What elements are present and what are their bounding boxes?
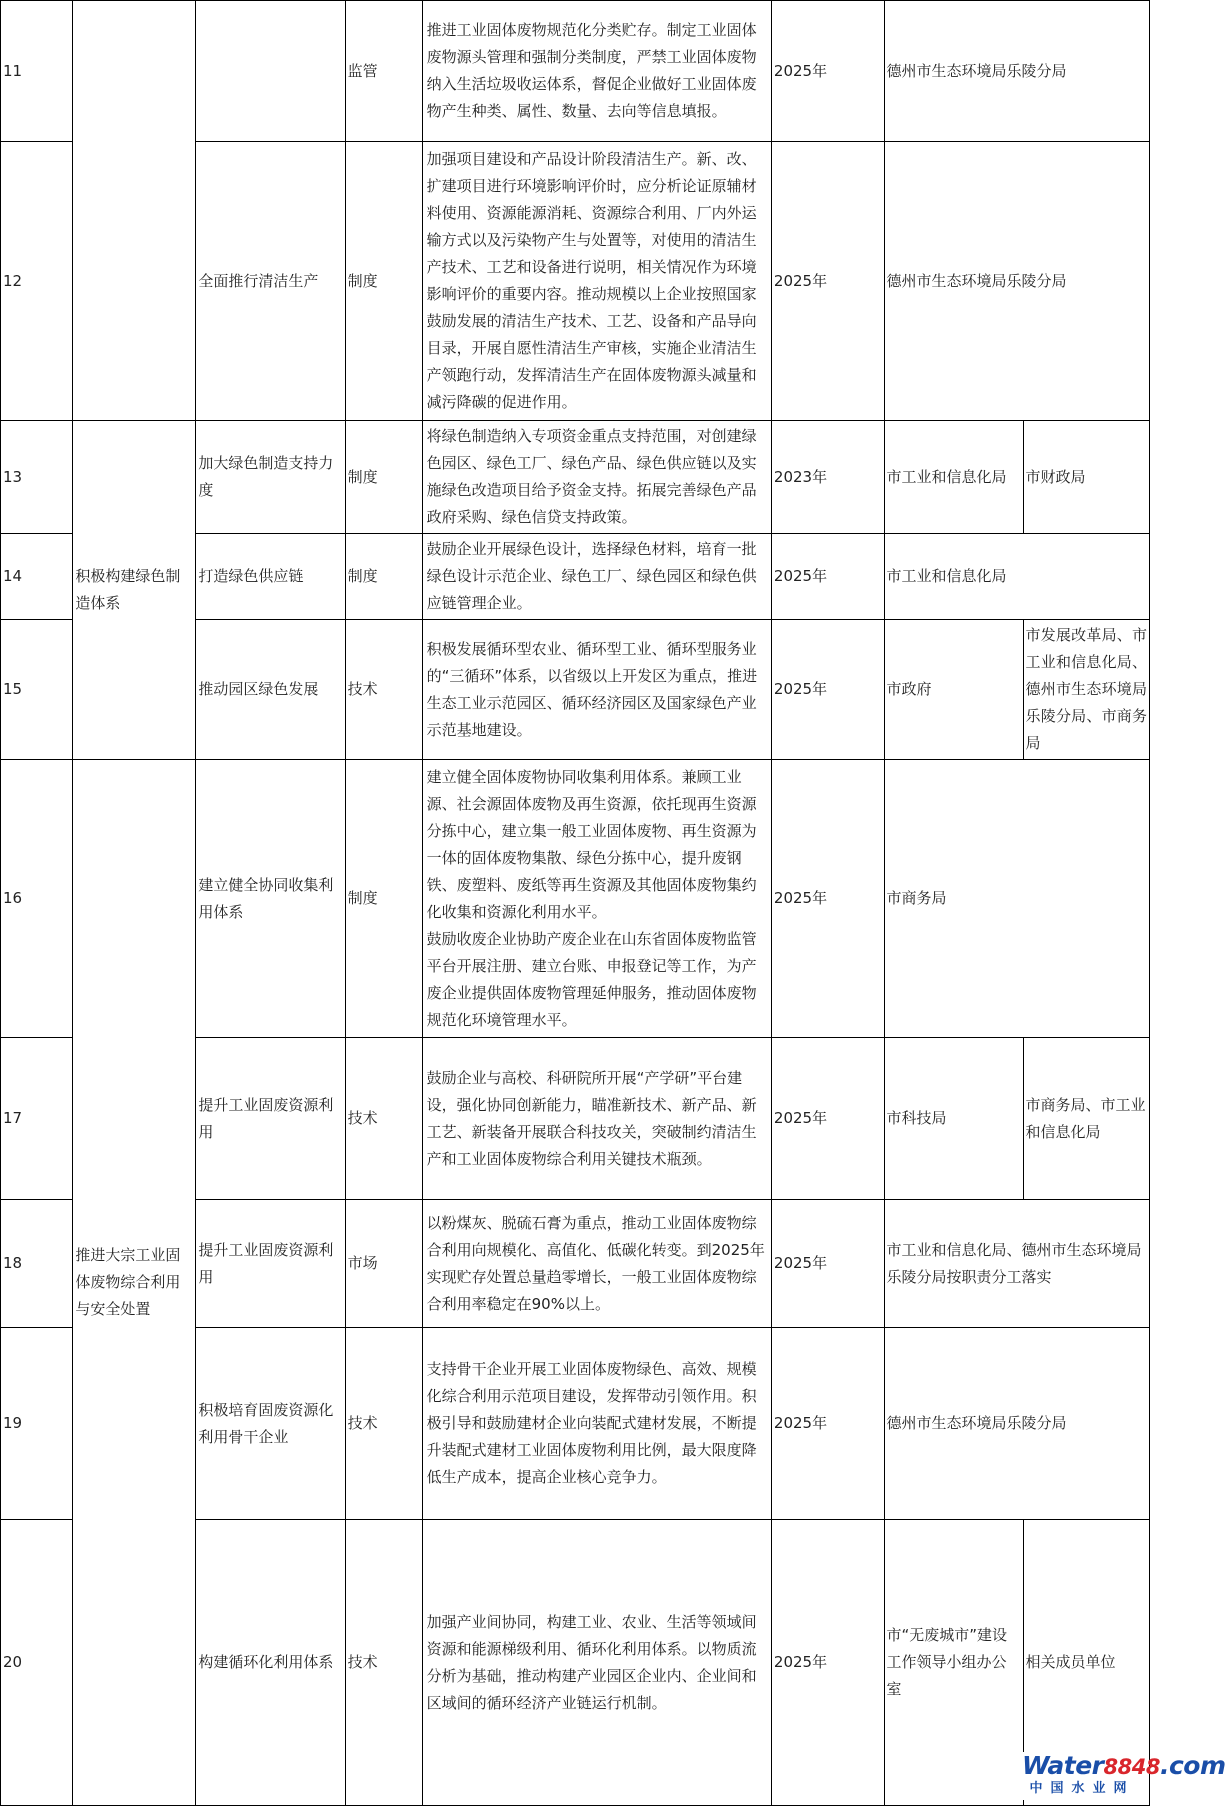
task-type: 技术 <box>345 620 422 760</box>
content-paragraph: 加强产业间协同，构建工业、农业、生活等领域间资源和能源梯级利用、循环化利用体系。以物质流分析为基础，推动构建产业园区企业内、企业间和区域间的循环经济产业链运行机制。 <box>426 1612 757 1712</box>
task-content <box>422 760 771 1038</box>
task-content <box>422 1520 771 1806</box>
assist-unit: 市财政局 <box>1023 421 1149 534</box>
lead-unit: 市商务局 <box>884 760 1149 1038</box>
task-content <box>422 421 771 534</box>
row-number: 15 <box>1 620 73 760</box>
task-item: 提升工业固废资源利用 <box>196 1200 345 1328</box>
assist-unit: 市商务局、市工业和信息化局 <box>1023 1038 1149 1200</box>
target-year: 2025年 <box>771 1 884 142</box>
task-item: 构建循环化利用体系 <box>196 1520 345 1806</box>
lead-unit: 市“无废城市”建设工作领导小组办公室 <box>884 1520 1023 1806</box>
table-row <box>1 1 1150 142</box>
task-content <box>422 620 771 760</box>
row-number: 18 <box>1 1200 73 1328</box>
task-type: 制度 <box>345 534 422 620</box>
task-content <box>422 534 771 620</box>
row-number: 17 <box>1 1038 73 1200</box>
target-year: 2025年 <box>771 760 884 1038</box>
content-paragraph: 以粉煤灰、脱硫石膏为重点，推动工业固体废物综合利用向规模化、高值化、低碳化转变。到2025年实现贮存处置总量趋零增长，一般工业固体废物综合利用率稳定在90%以上。 <box>426 1213 765 1313</box>
assist-unit: 市发展改革局、市工业和信息化局、德州市生态环境局乐陵分局、市商务局 <box>1023 620 1149 760</box>
content-paragraph: 支持骨干企业开展工业固体废物绿色、高效、规模化综合利用示范项目建设，发挥带动引领作用。积极引导和鼓励建材企业向装配式建材发展，不断提升装配式建材工业固体废物利用比例，最大限度降低生产成本，提高企业核心竞争力。 <box>426 1360 757 1486</box>
target-year: 2025年 <box>771 1038 884 1200</box>
task-type: 技术 <box>345 1328 422 1520</box>
watermark-text: 中国水业网 <box>1029 1781 1135 1796</box>
task-content <box>422 142 771 421</box>
category-cell: 积极构建绿色制造体系 <box>73 421 196 760</box>
task-content <box>422 1328 771 1520</box>
target-year: 2025年 <box>771 142 884 421</box>
content-paragraph: 建立健全固体废物协同收集利用体系。兼顾工业源、社会源固体废物及再生资源，依托现再生资源分拣中心，建立集一般工业固体废物、再生资源为一体的固体废物集散、绿色分拣中心，提升废钢铁、废塑料、废纸等再生资源及其他固体废物集约化收集和资源化利用水平。 <box>426 767 757 921</box>
lead-unit: 市科技局 <box>884 1038 1023 1200</box>
table-row <box>1 760 1150 1038</box>
site-watermark <box>1022 1751 1226 1800</box>
content-paragraph: 加强项目建设和产品设计阶段清洁生产。新、改、扩建项目进行环境影响评价时，应分析论证原辅材料使用、资源能源消耗、资源综合利用、厂内外运输方式以及污染物产生与处置等，对使用的清洁生产技术、工艺和设备进行说明，相关情况作为环境影响评价的重要内容。推动规模以上企业按照国家鼓励发展的清洁生产技术、工艺、设备和产品导向目录，开展自愿性清洁生产审核，实施企业清洁生产领跑行动，发挥清洁生产在固体废物源头减量和减污降碳的促进作用。 <box>426 150 757 411</box>
target-year: 2025年 <box>771 1520 884 1806</box>
lead-unit: 市工业和信息化局、德州市生态环境局乐陵分局按职责分工落实 <box>884 1200 1149 1328</box>
target-year: 2025年 <box>771 1200 884 1328</box>
content-paragraph: 鼓励收废企业协助产废企业在山东省固体废物监管平台开展注册、建立台账、申报登记等工作，为产废企业提供固体废物管理延伸服务，推动固体废物规范化环境管理水平。 <box>426 929 757 1029</box>
assist-unit: 相关成员单位 <box>1023 1520 1149 1806</box>
task-item: 全面推行清洁生产 <box>196 142 345 421</box>
category-cell <box>73 1 196 421</box>
task-type: 制度 <box>345 760 422 1038</box>
content-paragraph: 推进工业固体废物规范化分类贮存。制定工业固体废物源头管理和强制分类制度，严禁工业固体废物纳入生活垃圾收运体系，督促企业做好工业固体废物产生种类、属性、数量、去向等信息填报。 <box>426 21 757 120</box>
task-type: 监管 <box>345 1 422 142</box>
content-paragraph: 鼓励企业开展绿色设计，选择绿色材料，培育一批绿色设计示范企业、绿色工厂、绿色园区和绿色供应链管理企业。 <box>426 540 757 612</box>
lead-unit: 市工业和信息化局 <box>884 421 1023 534</box>
task-content <box>422 1200 771 1328</box>
row-number: 19 <box>1 1328 73 1520</box>
target-year: 2025年 <box>771 1328 884 1520</box>
row-number: 12 <box>1 142 73 421</box>
task-type: 制度 <box>345 421 422 534</box>
task-item: 打造绿色供应链 <box>196 534 345 620</box>
task-item: 建立健全协同收集利用体系 <box>196 760 345 1038</box>
task-item: 积极培育固废资源化利用骨干企业 <box>196 1328 345 1520</box>
watermark-logo: Water8848.com <box>1022 1751 1226 1780</box>
content-paragraph: 积极发展循环型农业、循环型工业、循环型服务业的“三循环”体系，以省级以上开发区为重点，推进生态工业示范园区、循环经济园区及国家绿色产业示范基地建设。 <box>426 639 758 739</box>
lead-unit: 德州市生态环境局乐陵分局 <box>884 1 1149 142</box>
target-year: 2025年 <box>771 534 884 620</box>
row-number: 16 <box>1 760 73 1038</box>
target-year: 2025年 <box>771 620 884 760</box>
row-number: 11 <box>1 1 73 142</box>
task-type: 技术 <box>345 1520 422 1806</box>
target-year: 2023年 <box>771 421 884 534</box>
task-type: 市场 <box>345 1200 422 1328</box>
task-type: 技术 <box>345 1038 422 1200</box>
task-item: 加大绿色制造支持力度 <box>196 421 345 534</box>
task-type: 制度 <box>345 142 422 421</box>
task-item: 提升工业固废资源利用 <box>196 1038 345 1200</box>
row-number: 13 <box>1 421 73 534</box>
task-item: 推动园区绿色发展 <box>196 620 345 760</box>
task-content <box>422 1 771 142</box>
content-paragraph: 鼓励企业与高校、科研院所开展“产学研”平台建设，强化协同创新能力，瞄准新技术、新产品、新工艺、新装备开展联合科技攻关，突破制约清洁生产和工业固体废物综合利用关键技术瓶颈。 <box>426 1068 757 1168</box>
lead-unit: 德州市生态环境局乐陵分局 <box>884 142 1149 421</box>
task-item <box>196 1 345 142</box>
row-number: 14 <box>1 534 73 620</box>
lead-unit: 市工业和信息化局 <box>884 534 1149 620</box>
lead-unit: 德州市生态环境局乐陵分局 <box>884 1328 1149 1520</box>
lead-unit: 市政府 <box>884 620 1023 760</box>
content-paragraph: 将绿色制造纳入专项资金重点支持范围，对创建绿色园区、绿色工厂、绿色产品、绿色供应链以及实施绿色改造项目给予资金支持。拓展完善绿色产品政府采购、绿色信贷支持政策。 <box>426 427 757 526</box>
row-number: 20 <box>1 1520 73 1806</box>
task-content <box>422 1038 771 1200</box>
category-cell: 推进大宗工业固体废物综合利用与安全处置 <box>73 760 196 1806</box>
table-row <box>1 421 1150 534</box>
